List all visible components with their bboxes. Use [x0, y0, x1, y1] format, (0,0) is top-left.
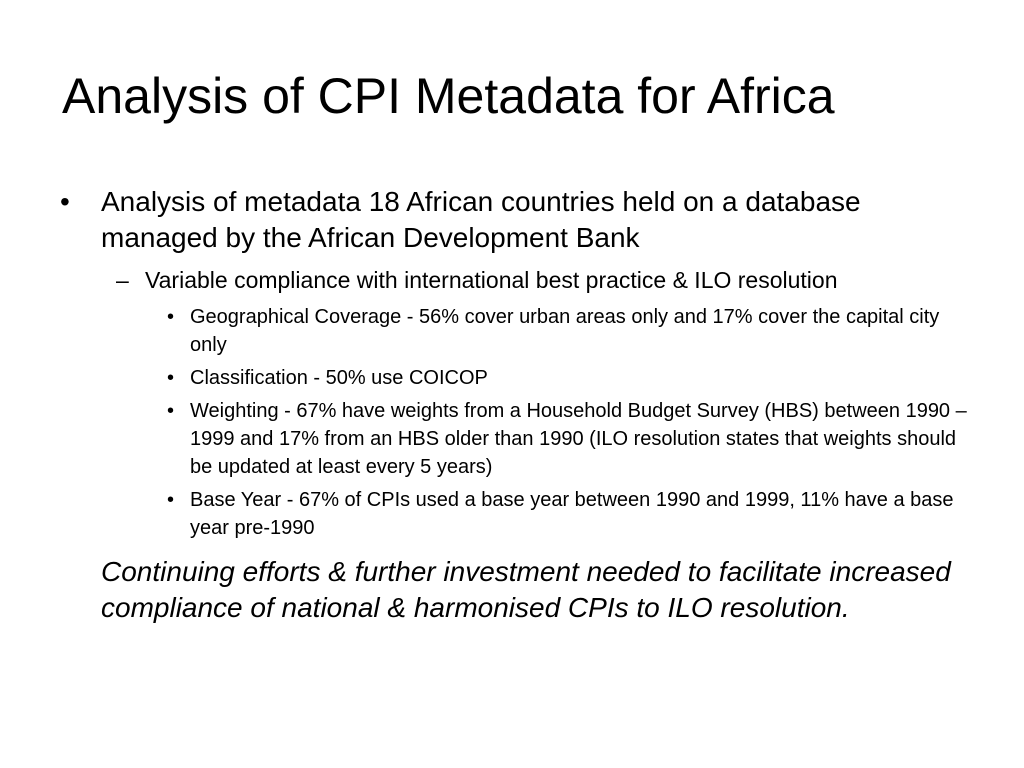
bullet-dot-icon: •: [167, 400, 175, 422]
bullet-dot-icon: •: [167, 367, 175, 389]
bullet-text: Variable compliance with international best practice & ILO resolution: [145, 267, 838, 293]
slide-content: [0, 184, 1024, 626]
conclusion-text: Continuing efforts & further investment needed to facilitate increased compliance of national & harmonised CPIs to ILO resolution.: [101, 556, 951, 623]
bullet-level-3-weighting: [0, 397, 1024, 481]
bullet-text: Analysis of metadata 18 African countries held on a database managed by the African Development Bank: [101, 186, 861, 253]
bullet-level-3-base-year: [0, 486, 1024, 542]
bullet-dash-icon: –: [116, 267, 129, 293]
bullet-text: Weighting - 67% have weights from a Household Budget Survey (HBS) between 1990 – 1999 and 17% from an HBS older than 1990 (ILO resolution states that weights should be updated at least every 5 years): [190, 400, 967, 478]
bullet-level-1: [0, 184, 1024, 256]
bullet-level-3-classification: [0, 364, 1024, 392]
bullet-dot-icon: •: [167, 489, 175, 511]
bullet-text: Geographical Coverage - 56% cover urban areas only and 17% cover the capital city only: [190, 306, 940, 356]
bullet-dot-icon: •: [167, 306, 175, 328]
bullet-text: Base Year - 67% of CPIs used a base year between 1990 and 1999, 11% have a base year pre-1990: [190, 489, 954, 539]
slide-title: Analysis of CPI Metadata for Africa: [62, 68, 835, 124]
bullet-dot-icon: •: [60, 186, 70, 217]
bullet-level-2: [0, 265, 1024, 295]
bullet-text: Classification - 50% use COICOP: [190, 367, 488, 389]
bullet-level-3-coverage: [0, 303, 1024, 359]
